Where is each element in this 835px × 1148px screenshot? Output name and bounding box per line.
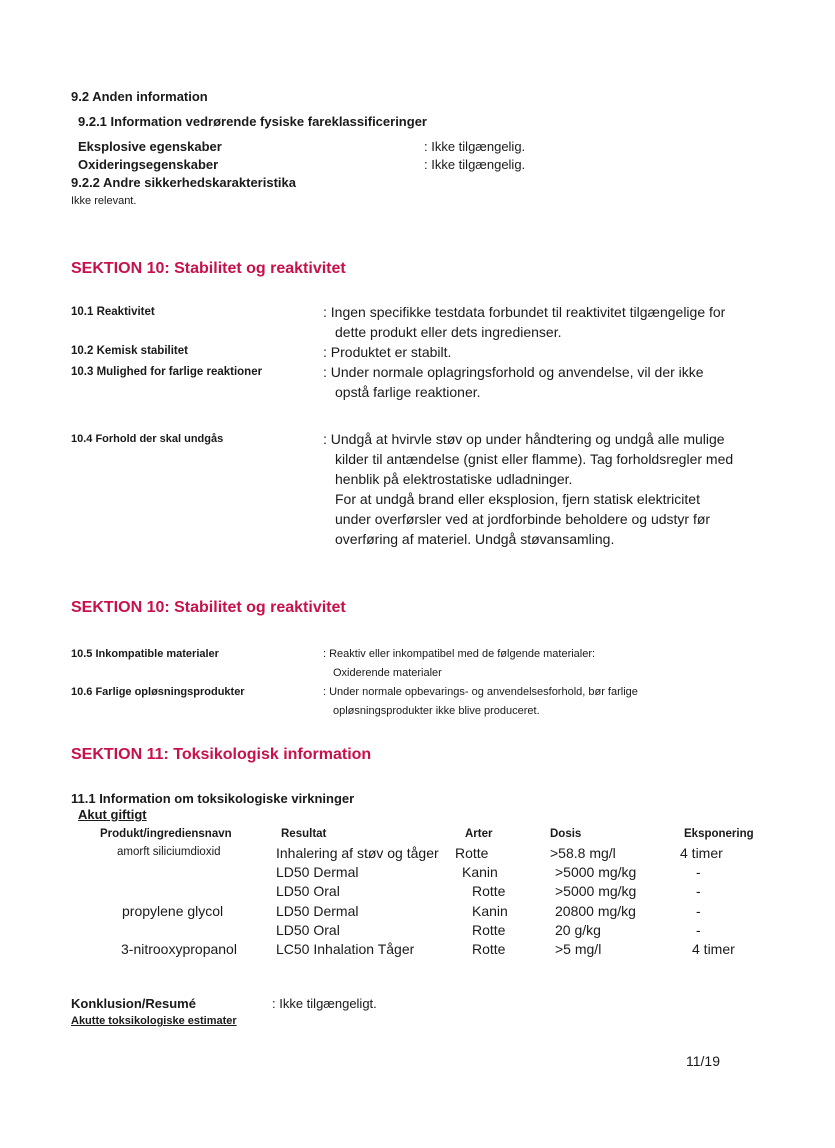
table-cell-species: Rotte [472, 941, 506, 957]
section-11-title: SEKTION 11: Toksikologisk information [71, 746, 372, 763]
table-cell-product: propylene glycol [122, 903, 224, 919]
table-cell-result: LD50 Oral [276, 922, 340, 938]
table-cell-dose: 20 g/kg [555, 922, 601, 938]
decomposition-products-label: 10.6 Farlige opløsningsprodukter [71, 686, 245, 698]
table-cell-dose: >5000 mg/kg [555, 864, 637, 880]
oxidizing-properties-value: : Ikke tilgængelig. [424, 157, 526, 172]
conclusion-label: Konklusion/Resumé [71, 996, 196, 1011]
table-header-species: Arter [465, 828, 493, 840]
table-cell-result: LD50 Oral [276, 883, 340, 899]
section-10-title-repeat: SEKTION 10: Stabilitet og reaktivitet [71, 599, 346, 616]
table-cell-dose: >5000 mg/kg [555, 883, 637, 899]
table-cell-exposure: - [696, 903, 701, 919]
table-cell-product: 3-nitrooxypropanol [121, 941, 237, 957]
table-header-exposure: Eksponering [684, 828, 754, 840]
reactivity-label: 10.1 Reaktivitet [71, 306, 155, 318]
table-cell-dose: 20800 mg/kg [555, 903, 636, 919]
section-10-title: SEKTION 10: Stabilitet og reaktivitet [71, 260, 346, 277]
table-cell-result: LD50 Dermal [276, 903, 359, 919]
conclusion-value: : Ikke tilgængeligt. [272, 996, 377, 1011]
table-cell-dose: >58.8 mg/l [550, 845, 616, 861]
table-header-dose: Dosis [550, 828, 582, 840]
table-cell-species: Rotte [472, 883, 506, 899]
table-cell-species: Kanin [462, 864, 498, 880]
acute-toxicity-label: Akut giftigt [78, 807, 147, 822]
page-number: 11/19 [686, 1053, 720, 1069]
table-cell-result: LC50 Inhalation Tåger [276, 941, 415, 957]
incompatible-materials-label: 10.5 Inkompatible materialer [71, 648, 219, 660]
conditions-to-avoid-value: : Undgå at hvirvle støv op under håndtering og undgå alle mulige kilder til antændelse (gnist eller flamme). Tag forholdsregler med henblik på elektrostatiske udladninger. For at undgå brand eller eksplosion, fjern statisk elektricitet under overførsler ved at jordforbinde beholdere og udstyr før overføring af materiel. Undgå støvansamling. [323, 431, 734, 547]
explosive-properties-label: Eksplosive egenskaber [78, 139, 222, 154]
section-9-2-1-title: 9.2.1 Information vedrørende fysiske fareklassificeringer [78, 114, 427, 129]
hazardous-reactions-value: : Under normale oplagringsforhold og anvendelse, vil der ikke opstå farlige reaktioner. [323, 364, 704, 400]
conditions-to-avoid-label: 10.4 Forhold der skal undgås [71, 433, 224, 445]
table-cell-species: Rotte [455, 845, 489, 861]
table-cell-exposure: 4 timer [680, 845, 723, 861]
acute-toxicity-estimates-label: Akutte toksikologiske estimater [71, 1015, 237, 1027]
table-cell-result: Inhalering af støv og tåger [276, 845, 439, 861]
section-11-1-title: 11.1 Information om toksikologiske virkninger [71, 791, 355, 806]
table-cell-species: Kanin [472, 903, 508, 919]
table-cell-product: amorft siliciumdioxid [117, 846, 221, 858]
table-cell-exposure: 4 timer [692, 941, 735, 957]
chemical-stability-label: 10.2 Kemisk stabilitet [71, 345, 188, 357]
decomposition-products-value: : Under normale opbevarings- og anvendelsesforhold, bør farlige opløsningsprodukter ikke blive produceret. [323, 686, 638, 717]
table-cell-species: Rotte [472, 922, 506, 938]
table-cell-exposure: - [696, 883, 701, 899]
section-9-2-title: 9.2 Anden information [71, 89, 208, 104]
table-cell-dose: >5 mg/l [555, 941, 602, 957]
table-header-result: Resultat [281, 828, 327, 840]
table-header-product: Produkt/ingrediensnavn [100, 828, 232, 840]
section-9-2-2-title: 9.2.2 Andre sikkerhedskarakteristika [71, 175, 296, 190]
chemical-stability-value: : Produktet er stabilt. [323, 344, 452, 360]
incompatible-materials-value: : Reaktiv eller inkompatibel med de følgende materialer: Oxiderende materialer [323, 648, 596, 679]
reactivity-value: : Ingen specifikke testdata forbundet til reaktivitet tilgængelige for dette produkt eller dets ingredienser. [323, 304, 726, 340]
table-cell-exposure: - [696, 864, 701, 880]
hazardous-reactions-label: 10.3 Mulighed for farlige reaktioner [71, 366, 263, 378]
explosive-properties-value: : Ikke tilgængelig. [424, 139, 526, 154]
oxidizing-properties-label: Oxideringsegenskaber [78, 157, 219, 172]
table-cell-exposure: - [696, 922, 701, 938]
section-9-2-2-text: Ikke relevant. [71, 195, 137, 207]
table-cell-result: LD50 Dermal [276, 864, 359, 880]
